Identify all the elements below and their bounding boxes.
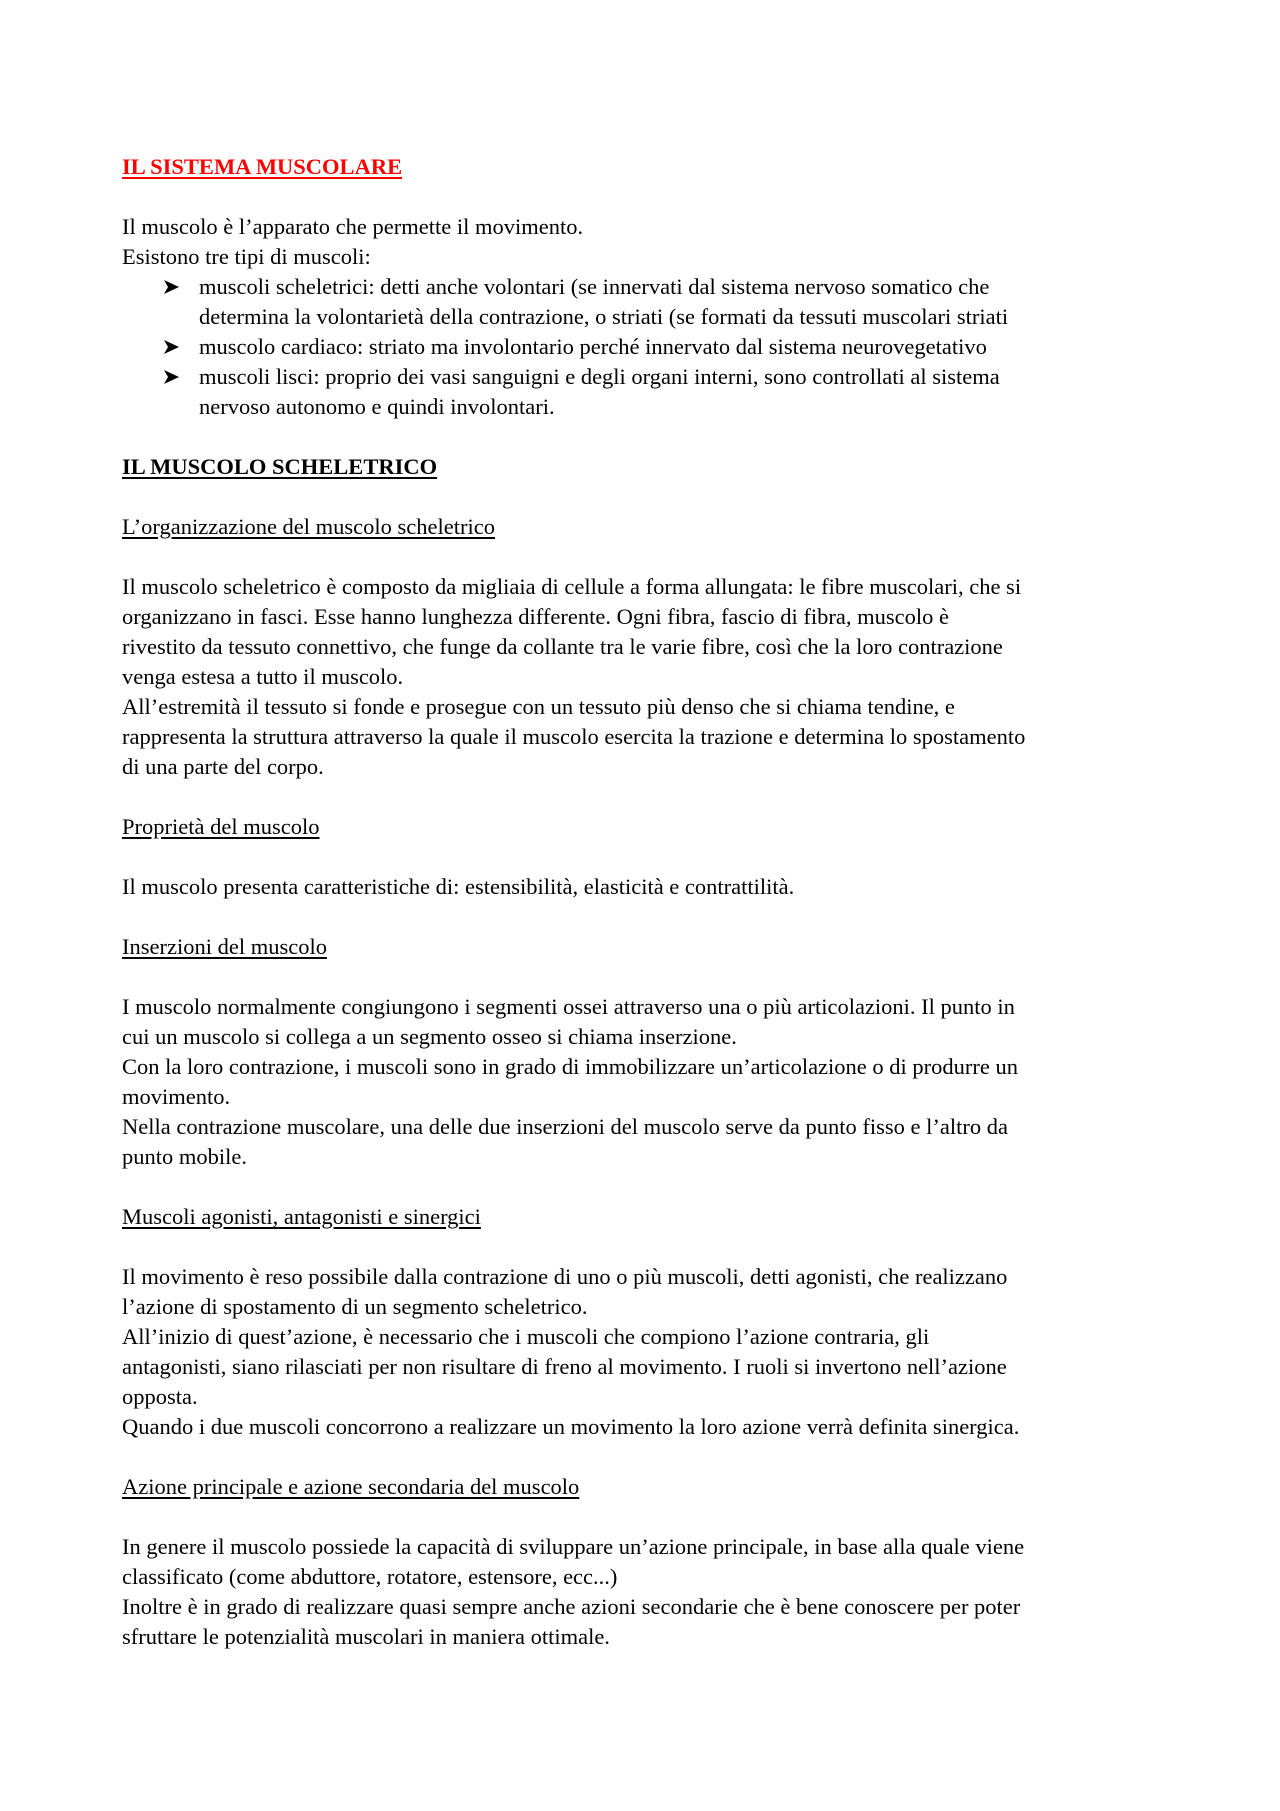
- paragraph-line: All’estremità il tessuto si fonde e prosegue con un tessuto più denso che si chiama tendine, e: [122, 694, 955, 719]
- paragraph-line: Inoltre è in grado di realizzare quasi sempre anche azioni secondarie che è bene conoscere per poter: [122, 1594, 1021, 1619]
- paragraph-line: rivestito da tessuto connettivo, che funge da collante tra le varie fibre, così che la loro contrazione: [122, 634, 1003, 659]
- paragraph-line: opposta.: [122, 1384, 198, 1409]
- spacer: [122, 902, 1170, 932]
- paragraph-line: I muscolo normalmente congiungono i segmenti ossei attraverso una o più articolazioni. Il punto in: [122, 994, 1015, 1019]
- paragraph-line: di una parte del corpo.: [122, 754, 324, 779]
- spacer: [122, 1442, 1170, 1472]
- spacer: [122, 962, 1170, 992]
- spacer: [122, 482, 1170, 512]
- arrowhead-bullet-icon: [162, 272, 182, 302]
- subsection-heading: L’organizzazione del muscolo scheletrico: [122, 514, 495, 539]
- paragraph-line: organizzano in fasci. Esse hanno lunghezza differente. Ogni fibra, fascio di fibra, muscolo è: [122, 604, 949, 629]
- spacer: [122, 1172, 1170, 1202]
- spacer: [122, 782, 1170, 812]
- arrowhead-bullet-icon: [162, 362, 182, 392]
- paragraph-line: antagonisti, siano rilasciati per non risultare di freno al movimento. I ruoli si invertono nell’azione: [122, 1354, 1007, 1379]
- bullet-item-cardiac: [122, 332, 1170, 362]
- spacer: [122, 842, 1170, 872]
- bullet-item-smooth: [122, 362, 1170, 422]
- bullet-item-skeletal: [122, 272, 1170, 332]
- paragraph-line: All’inizio di quest’azione, è necessario che i muscoli che compiono l’azione contraria, gli: [122, 1324, 930, 1349]
- paragraph-line: cui un muscolo si collega a un segmento osseo si chiama inserzione.: [122, 1024, 737, 1049]
- paragraph-line: classificato (come abduttore, rotatore, estensore, ecc...): [122, 1564, 618, 1589]
- intro-line: Esistono tre tipi di muscoli:: [122, 244, 371, 269]
- spacer: [122, 182, 1170, 212]
- bullet-line: nervoso autonomo e quindi involontari.: [199, 394, 555, 419]
- paragraph-line: Il movimento è reso possibile dalla contrazione di uno o più muscoli, detti agonisti, che realizzano: [122, 1264, 1008, 1289]
- paragraph-line: movimento.: [122, 1084, 231, 1109]
- paragraph-line: rappresenta la struttura attraverso la quale il muscolo esercita la trazione e determina lo spostamento: [122, 724, 1026, 749]
- spacer: [122, 1232, 1170, 1262]
- subsection-heading: Azione principale e azione secondaria del muscolo: [122, 1474, 580, 1499]
- spacer: [122, 1502, 1170, 1532]
- paragraph-line: punto mobile.: [122, 1144, 247, 1169]
- subsection-heading: Muscoli agonisti, antagonisti e sinergici: [122, 1204, 481, 1229]
- document-title: IL SISTEMA MUSCOLARE: [122, 154, 403, 179]
- subsection-heading: Inserzioni del muscolo: [122, 934, 327, 959]
- spacer: [122, 542, 1170, 572]
- paragraph-line: Quando i due muscoli concorrono a realizzare un movimento la loro azione verrà definita sinergica.: [122, 1414, 1020, 1439]
- paragraph-line: sfruttare le potenzialità muscolari in maniera ottimale.: [122, 1624, 610, 1649]
- bullet-line: muscolo cardiaco: striato ma involontario perché innervato dal sistema neurovegetativo: [199, 334, 987, 359]
- bullet-line: muscoli scheletrici: detti anche volontari (se innervati dal sistema nervoso somatico che: [199, 274, 990, 299]
- bullet-line: determina la volontarietà della contrazione, o striati (se formati da tessuti muscolari striati: [199, 304, 1009, 329]
- section-title: IL MUSCOLO SCHELETRICO: [122, 454, 438, 479]
- paragraph-line: Nella contrazione muscolare, una delle due inserzioni del muscolo serve da punto fisso e l’altro da: [122, 1114, 1008, 1139]
- paragraph-line: Con la loro contrazione, i muscoli sono in grado di immobilizzare un’articolazione o di produrre un: [122, 1054, 1019, 1079]
- paragraph-line: l’azione di spostamento di un segmento scheletrico.: [122, 1294, 588, 1319]
- paragraph-line: Il muscolo scheletrico è composto da migliaia di cellule a forma allungata: le fibre muscolari, che si: [122, 574, 1022, 599]
- spacer: [122, 422, 1170, 452]
- arrowhead-bullet-icon: [162, 332, 182, 362]
- bullet-line: muscoli lisci: proprio dei vasi sanguigni e degli organi interni, sono controllati al sistema: [199, 364, 1000, 389]
- paragraph-line: Il muscolo presenta caratteristiche di: estensibilità, elasticità e contrattilità.: [122, 874, 795, 899]
- paragraph-line: venga estesa a tutto il muscolo.: [122, 664, 404, 689]
- paragraph-line: In genere il muscolo possiede la capacità di sviluppare un’azione principale, in base alla quale viene: [122, 1534, 1025, 1559]
- intro-line: Il muscolo è l’apparato che permette il movimento.: [122, 214, 584, 239]
- subsection-heading: Proprietà del muscolo: [122, 814, 320, 839]
